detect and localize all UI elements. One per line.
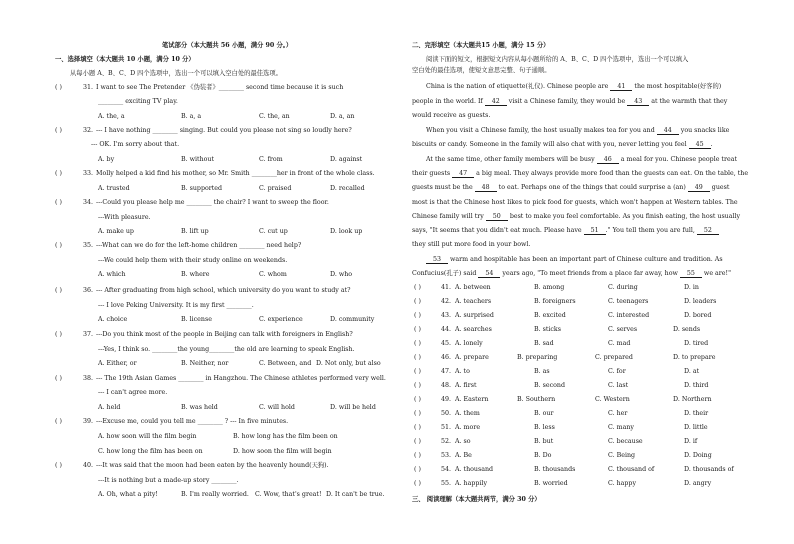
- answer-bracket[interactable]: ( ): [55, 84, 62, 91]
- option-d[interactable]: D. look up: [330, 228, 363, 235]
- option-d[interactable]: D. It can't be true.: [326, 491, 385, 498]
- option-a[interactable]: A. between: [455, 284, 491, 291]
- option-d[interactable]: D. Northern: [673, 396, 712, 403]
- question-number: 54.: [441, 466, 452, 473]
- passage-line: 53 warm and hospitable has been an important part of Chinese culture and tradition. As: [426, 257, 723, 264]
- passage-line: people in the world. If 42 visit a Chinese family, they would be 43 at the warmth that they: [412, 98, 728, 105]
- option-a[interactable]: A. trusted: [98, 185, 130, 192]
- blank-49[interactable]: 49: [688, 185, 710, 192]
- answer-bracket[interactable]: ( ): [55, 170, 62, 177]
- blank-41[interactable]: 41: [610, 84, 632, 91]
- option-b[interactable]: B. a, a: [181, 113, 202, 120]
- option-d[interactable]: D. angry: [684, 480, 712, 487]
- option-a[interactable]: A. by: [98, 156, 115, 163]
- option-a[interactable]: A. first: [455, 382, 477, 389]
- option-d[interactable]: D. to prepare: [673, 354, 716, 361]
- answer-bracket[interactable]: ( ): [414, 312, 421, 319]
- option-d[interactable]: D. tired: [684, 340, 709, 347]
- question-number: 39.: [83, 418, 94, 425]
- passage-line: their guests 47 a big meal. They always provide more food than the guests can eat. On the table, the: [412, 170, 749, 177]
- option-a[interactable]: A. lonely: [455, 340, 483, 347]
- passage-line: says, "It seems that you didn't eat much. Please have 51 ." You tell them you are full, 52: [412, 228, 719, 235]
- option-b[interactable]: B. excited: [534, 312, 566, 319]
- option-a[interactable]: A. Oh, what a pity!: [98, 491, 158, 498]
- answer-bracket[interactable]: ( ): [414, 382, 421, 389]
- blank-50[interactable]: 50: [486, 214, 508, 221]
- option-b[interactable]: B. where: [181, 271, 210, 278]
- option-c[interactable]: C. cut up: [259, 228, 288, 235]
- option-a[interactable]: A. Either, or: [98, 360, 137, 367]
- option-a[interactable]: A. choice: [98, 316, 128, 323]
- option-b[interactable]: B. thousands: [534, 466, 576, 473]
- option-b[interactable]: B. I'm really worried.: [181, 491, 249, 498]
- option-c[interactable]: C. whom: [259, 271, 287, 278]
- answer-bracket[interactable]: ( ): [414, 298, 421, 305]
- option-d[interactable]: D. leaders: [684, 298, 717, 305]
- section2-title: 二、完形填空（本大题共15 小题，满分 15 分）: [412, 42, 550, 49]
- question-stem: --- I have nothing ________ singing. But could you please not sing so loudly here?: [96, 127, 352, 134]
- option-b[interactable]: B. how long has the film been on: [233, 433, 338, 440]
- question-number: 41.: [441, 284, 452, 291]
- answer-bracket[interactable]: ( ): [55, 375, 62, 382]
- passage-line: they still put more food in your bowl.: [412, 241, 531, 248]
- option-c[interactable]: C. Between, and: [259, 360, 312, 367]
- option-c[interactable]: C. many: [608, 424, 634, 431]
- section2-instructions-2: 空白处的最佳选项，使短文意思完整、句子通顺。: [412, 67, 551, 74]
- option-c[interactable]: C. prepared: [595, 354, 633, 361]
- question-number: 43.: [441, 312, 452, 319]
- passage-line: Chinese family will try 50 best to make you feel comfortable. As you finish eating, the host usually: [412, 213, 741, 220]
- option-d[interactable]: D. little: [684, 424, 708, 431]
- option-c[interactable]: C. how long the film has been on: [98, 448, 203, 455]
- option-c[interactable]: C. last: [608, 382, 629, 389]
- option-b[interactable]: B. supported: [181, 185, 223, 192]
- option-c[interactable]: C. for: [608, 368, 626, 375]
- option-d[interactable]: D. third: [684, 382, 709, 389]
- question-number: 40.: [83, 462, 94, 469]
- option-a[interactable]: A. to: [455, 368, 470, 375]
- option-d[interactable]: D. will be held: [330, 404, 376, 411]
- option-a[interactable]: A. them: [455, 410, 480, 417]
- option-d[interactable]: D. at: [684, 368, 700, 375]
- passage-line: guests must be the 48 to eat. Perhaps one of the things that could surprise a (an) 49 guest: [412, 184, 730, 191]
- answer-bracket[interactable]: ( ): [414, 410, 421, 417]
- answer-bracket[interactable]: ( ): [414, 466, 421, 473]
- question-number: 47.: [441, 368, 452, 375]
- option-a[interactable]: A. Eastern: [455, 396, 489, 403]
- answer-bracket[interactable]: ( ): [55, 242, 62, 249]
- question-number: 38.: [83, 375, 94, 382]
- blank-46[interactable]: 46: [597, 157, 619, 164]
- option-b[interactable]: B. as: [534, 368, 550, 375]
- question-number: 55.: [441, 480, 452, 487]
- question-stem: ---Excuse me, could you tell me ________ ? --- In five minutes.: [96, 418, 289, 425]
- option-d[interactable]: D. against: [330, 156, 363, 163]
- answer-bracket[interactable]: ( ): [414, 284, 421, 291]
- option-d[interactable]: D. if: [684, 438, 698, 445]
- blank-53[interactable]: 53: [426, 257, 448, 264]
- option-b[interactable]: B. sad: [534, 340, 554, 347]
- option-d[interactable]: D. their: [684, 410, 709, 417]
- question-number: 42.: [441, 298, 452, 305]
- question-number: 53.: [441, 452, 452, 459]
- answer-bracket[interactable]: ( ): [414, 438, 421, 445]
- answer-bracket[interactable]: ( ): [414, 340, 421, 347]
- option-c[interactable]: C. her: [608, 410, 628, 417]
- option-d[interactable]: D. who: [330, 271, 353, 278]
- question-number: 33.: [83, 170, 94, 177]
- answer-bracket[interactable]: ( ): [55, 462, 62, 469]
- option-a[interactable]: A. teachers: [455, 298, 492, 305]
- option-a[interactable]: A. so: [455, 438, 471, 445]
- option-b[interactable]: B. license: [181, 316, 212, 323]
- option-a[interactable]: A. how soon will the film begin: [98, 433, 197, 440]
- question-number: 50.: [441, 410, 452, 417]
- section3-title: 三、 阅读理解（本大题共两节，满分 30 分）: [412, 496, 541, 503]
- option-c[interactable]: C. teenagers: [608, 298, 649, 305]
- option-a[interactable]: A. the, a: [98, 113, 125, 120]
- option-b[interactable]: B. sticks: [534, 326, 561, 333]
- question-number: 32.: [83, 127, 94, 134]
- passage-line: biscuits or candy. Someone in the family will also chat with you, never letting you feel 45 .: [412, 141, 713, 148]
- option-b[interactable]: B. preparing: [517, 354, 558, 361]
- option-a[interactable]: A. Be: [455, 452, 472, 459]
- blank-47[interactable]: 47: [452, 171, 474, 178]
- answer-bracket[interactable]: ( ): [414, 396, 421, 403]
- passage-line: When you visit a Chinese family, the host usually makes tea for you and 44 you snacks like: [426, 127, 730, 134]
- option-c[interactable]: C. will hold: [259, 404, 295, 411]
- answer-bracket[interactable]: ( ): [414, 424, 421, 431]
- option-c[interactable]: C. Western: [595, 396, 630, 403]
- answer-bracket[interactable]: ( ): [414, 326, 421, 333]
- question-number: 49.: [441, 396, 452, 403]
- question-number: 37.: [83, 331, 94, 338]
- option-b[interactable]: B. among: [534, 284, 565, 291]
- section1-instructions: 从每小题 A、B、C、D 四个选项中，选出一个可以填入空白处的最佳选项。: [70, 70, 282, 77]
- option-b[interactable]: B. without: [181, 156, 214, 163]
- question-number: 45.: [441, 340, 452, 347]
- question-stem: I want to see The Pretender 《伪装者》________ second time because it is such: [96, 84, 344, 91]
- passage-line: Confucius(孔子) said 54 years ago, "To meet friends from a place far away, how 55 we are!": [412, 270, 731, 277]
- answer-bracket[interactable]: ( ): [55, 127, 62, 134]
- answer-bracket[interactable]: ( ): [55, 287, 62, 294]
- blank-55[interactable]: 55: [680, 271, 702, 278]
- question-stem-cont: ---We could help them with their study online on weekends.: [98, 257, 288, 264]
- option-d[interactable]: D. bored: [684, 312, 712, 319]
- option-a[interactable]: A. prepare: [455, 354, 489, 361]
- question-stem-cont: --- OK. I'm sorry about that.: [91, 141, 180, 148]
- question-stem-cont: ________ exciting TV play.: [98, 98, 178, 105]
- option-b[interactable]: B. Neither, nor: [181, 360, 229, 367]
- question-stem-cont: --- I love Peking University. It is my first ________.: [98, 302, 254, 309]
- answer-bracket[interactable]: ( ): [55, 199, 62, 206]
- option-c[interactable]: C. serves: [608, 326, 638, 333]
- option-b[interactable]: B. Southern: [517, 396, 556, 403]
- option-c[interactable]: C. experience: [259, 316, 303, 323]
- question-stem-cont: ---It is nothing but a made-up story ________.: [98, 477, 239, 484]
- answer-bracket[interactable]: ( ): [55, 418, 62, 425]
- option-d[interactable]: D. thousands of: [684, 466, 734, 473]
- option-a[interactable]: A. happily: [455, 480, 488, 487]
- option-d[interactable]: D. how soon the film will begin: [233, 448, 332, 455]
- blank-51[interactable]: 51: [584, 228, 606, 235]
- option-a[interactable]: A. searches: [455, 326, 492, 333]
- question-number: 51.: [441, 424, 452, 431]
- option-a[interactable]: A. make up: [98, 228, 134, 235]
- option-c[interactable]: C. interested: [608, 312, 650, 319]
- passage-line: At the same time, other family members will be busy 46 a meal for you. Chinese people treat: [426, 156, 737, 163]
- option-d[interactable]: D. Doing: [684, 452, 712, 459]
- section2-instructions-1: 阅读下面的短文，根据短文内容从每小题所给的 A、B、C、D 四个选项中，选出一个可以填入: [426, 56, 689, 63]
- question-number: 36.: [83, 287, 94, 294]
- option-c[interactable]: C. praised: [259, 185, 292, 192]
- option-b[interactable]: B. foreigners: [534, 298, 576, 305]
- option-c[interactable]: C. Wow, that's great!: [255, 491, 322, 498]
- option-b[interactable]: B. but: [534, 438, 554, 445]
- option-b[interactable]: B. lift up: [181, 228, 209, 235]
- option-a[interactable]: A. held: [98, 404, 121, 411]
- question-stem: ---It was said that the moon had been eaten by the heavenly hound(天狗).: [96, 462, 329, 469]
- option-a[interactable]: A. more: [455, 424, 481, 431]
- option-d[interactable]: D. Not only, but also: [316, 360, 381, 367]
- option-a[interactable]: A. which: [98, 271, 126, 278]
- blank-52[interactable]: 52: [697, 228, 719, 235]
- passage-line: most is that the Chinese host likes to pick food for guests, which won't happen at Western tables. The: [412, 199, 738, 206]
- question-number: 46.: [441, 354, 452, 361]
- option-d[interactable]: D. a, an: [330, 113, 355, 120]
- option-a[interactable]: A. surprised: [455, 312, 494, 319]
- option-d[interactable]: D. in: [684, 284, 699, 291]
- option-b[interactable]: B. our: [534, 410, 554, 417]
- question-stem: --- After graduating from high school, which university do you want to study at?: [96, 287, 351, 294]
- written-part-header: 笔试部分（本大题共 56 小题，满分 90 分。）: [162, 42, 293, 49]
- option-b[interactable]: B. less: [534, 424, 555, 431]
- option-c[interactable]: C. from: [259, 156, 283, 163]
- blank-43[interactable]: 43: [627, 99, 649, 106]
- option-c[interactable]: C. the, an: [259, 113, 290, 120]
- question-stem-cont: ---Yes, I think so. ________the young________the old are learning to speak English.: [98, 346, 355, 353]
- question-stem-cont: ---With pleasure.: [98, 214, 151, 221]
- option-b[interactable]: B. was held: [181, 404, 218, 411]
- blank-54[interactable]: 54: [478, 271, 500, 278]
- passage-line: would receive as guests.: [412, 112, 491, 119]
- option-c[interactable]: C. happy: [608, 480, 637, 487]
- section1-title: 一、选择填空（本大题共 10 小题，满分 10 分）: [55, 56, 195, 63]
- answer-bracket[interactable]: ( ): [414, 354, 421, 361]
- question-number: 35.: [83, 242, 94, 249]
- question-number: 52.: [441, 438, 452, 445]
- question-stem: Molly helped a kid find his mother, so Mr. Smith ________her in front of the whole class.: [96, 170, 375, 177]
- option-d[interactable]: D. sends: [673, 326, 701, 333]
- option-a[interactable]: A. thousand: [455, 466, 494, 473]
- option-d[interactable]: D. recalled: [330, 185, 365, 192]
- question-stem: --- The 19th Asian Games ________ in Hangzhou. The Chinese athletes performed very well.: [96, 375, 386, 382]
- passage-line: China is the nation of etiquette(礼仪). Chinese people are 41 the most hospitable(好客的): [426, 83, 722, 90]
- blank-42[interactable]: 42: [485, 99, 507, 106]
- option-c[interactable]: C. mad: [608, 340, 631, 347]
- question-number: 34.: [83, 199, 94, 206]
- answer-bracket[interactable]: ( ): [414, 368, 421, 375]
- question-stem: ---What can we do for the left-home children ________ need help?: [96, 242, 302, 249]
- blank-44[interactable]: 44: [657, 128, 679, 135]
- option-b[interactable]: B. Do: [534, 452, 552, 459]
- question-number: 31.: [83, 84, 94, 91]
- blank-48[interactable]: 48: [475, 185, 497, 192]
- question-stem: ---Do you think most of the people in Beijing can talk with foreigners in English?: [96, 331, 353, 338]
- option-c[interactable]: C. Being: [608, 452, 636, 459]
- question-number: 44.: [441, 326, 452, 333]
- question-stem: ---Could you please help me ________ the chair? I want to sweep the floor.: [96, 199, 329, 206]
- option-d[interactable]: D. community: [330, 316, 375, 323]
- answer-bracket[interactable]: ( ): [55, 331, 62, 338]
- question-number: 48.: [441, 382, 452, 389]
- question-stem-cont: --- I can't agree more.: [98, 389, 168, 396]
- blank-45[interactable]: 45: [689, 142, 711, 149]
- option-b[interactable]: B. second: [534, 382, 565, 389]
- option-c[interactable]: C. during: [608, 284, 638, 291]
- answer-bracket[interactable]: ( ): [414, 480, 421, 487]
- option-c[interactable]: C. thousand of: [608, 466, 655, 473]
- option-c[interactable]: C. because: [608, 438, 643, 445]
- answer-bracket[interactable]: ( ): [414, 452, 421, 459]
- option-b[interactable]: B. worried: [534, 480, 568, 487]
